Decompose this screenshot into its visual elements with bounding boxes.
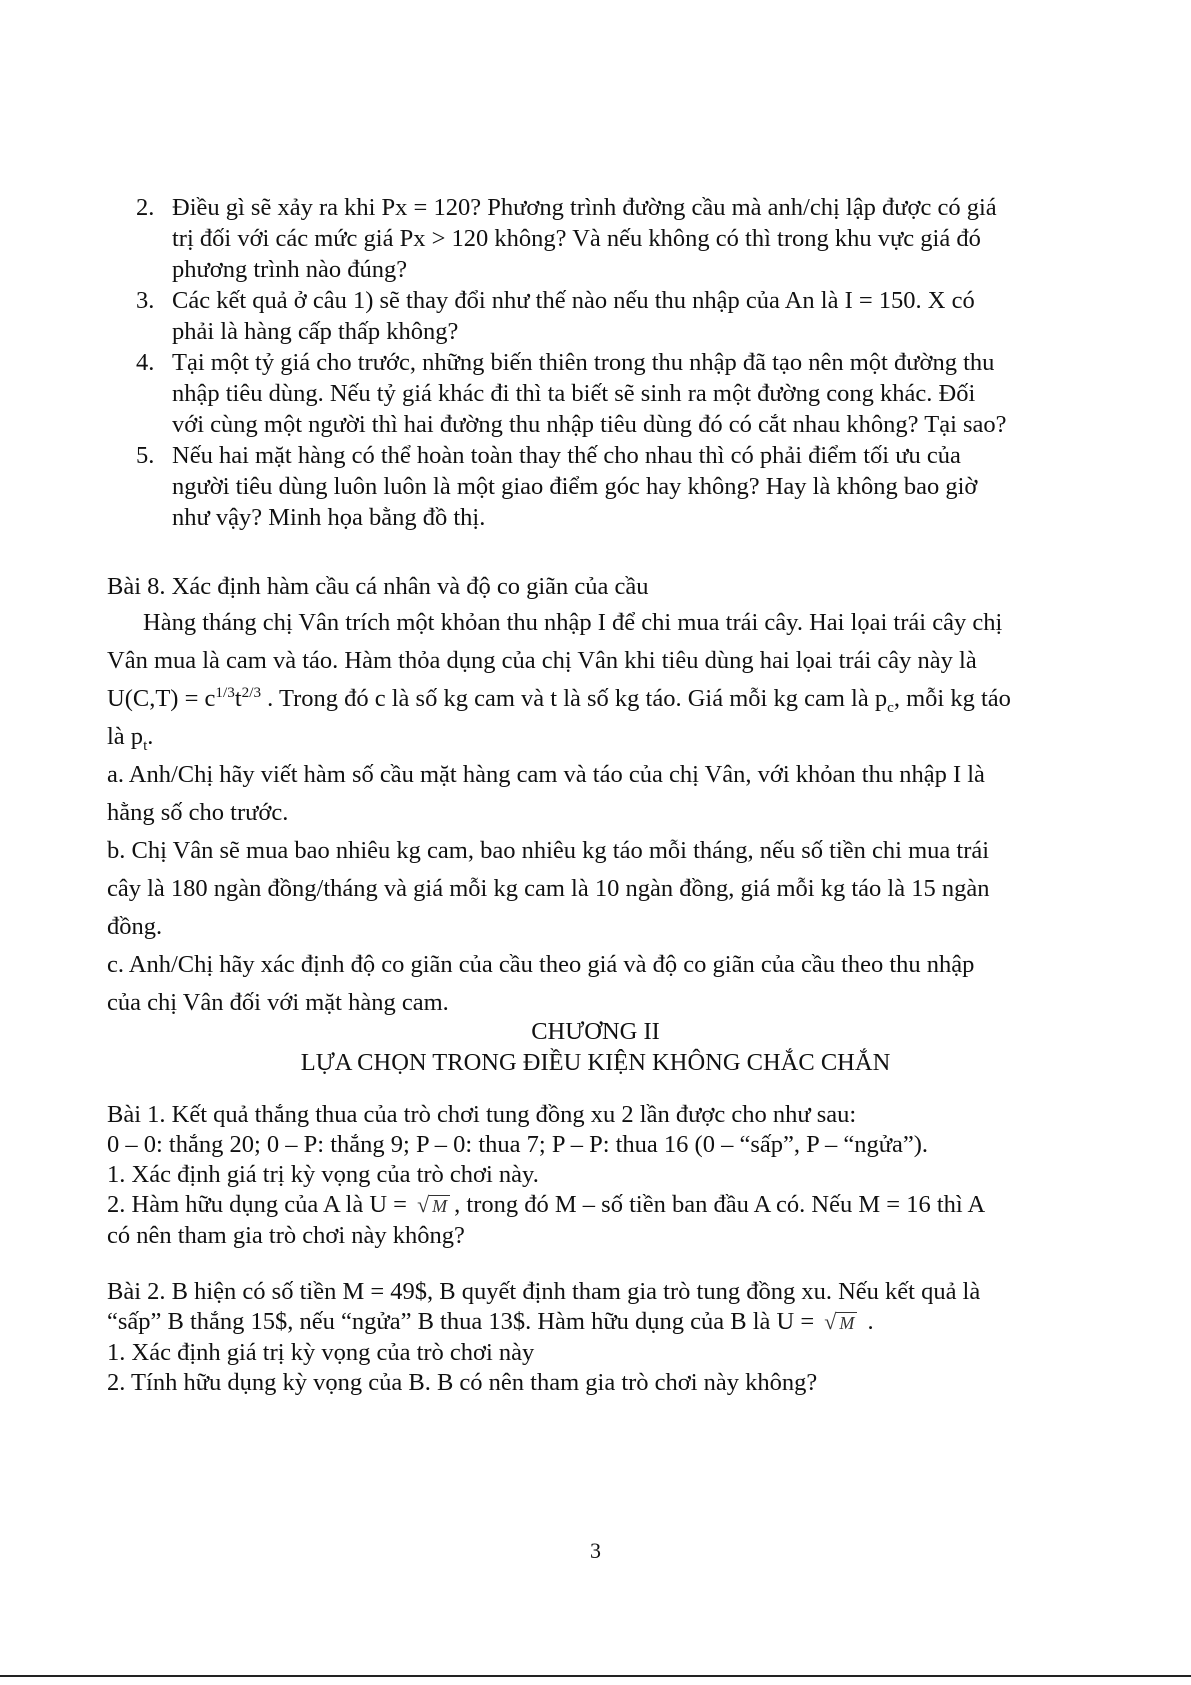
- bai1-line-4-text-2: , trong đó M – số tiền ban đầu A có. Nếu M = 16 thì A có nên tham gia trò chơi này không?: [107, 1191, 984, 1249]
- question-item-3: [136, 285, 1012, 347]
- question-item-2: [136, 192, 1012, 285]
- bai1-section: [107, 1100, 1012, 1251]
- bai8-part-c: c. Anh/Chị hãy xác định độ co giãn của cầu theo giá và độ co giãn của cầu theo thu nhập của chị Vân đối với mặt hàng cam.: [107, 951, 975, 1016]
- question-item-4: [136, 347, 1012, 440]
- bai2-line-2: 1. Xác định giá trị kỳ vọng của trò chơi này: [107, 1339, 535, 1366]
- bai8-part-b: b. Chị Vân sẽ mua bao nhiêu kg cam, bao nhiêu kg táo mỗi tháng, nếu số tiền chi mua trái cây là 180 ngàn đồng/tháng và giá mỗi kg cam là 10 ngàn đồng, giá mỗi kg táo là 15 ngàn đồng.: [107, 837, 990, 940]
- question-number: 3.: [136, 287, 155, 314]
- bai8-intro: [107, 604, 1012, 756]
- question-number: 5.: [136, 442, 155, 469]
- bai1-line-4-text: 2. Hàm hữu dụng của A là U =: [107, 1191, 414, 1218]
- bai1-line-2: 0 – 0: thắng 20; 0 – P: thắng 9; P – 0: thua 7; P – P: thua 16 (0 – “sấp”, P – “ngửa”).: [107, 1131, 929, 1158]
- question-text: Nếu hai mặt hàng có thể hoàn toàn thay thế cho nhau thì có phải điểm tối ưu của người tiêu dùng luôn luôn là một giao điểm góc hay không? Hay là không bao giờ như vậy? Minh họa bằng đồ thị.: [172, 442, 978, 531]
- bai2-line-3: 2. Tính hữu dụng kỳ vọng của B. B có nên tham gia trò chơi này không?: [107, 1369, 818, 1396]
- sqrt-argument: M: [429, 1195, 450, 1216]
- bai2-line-1-text: Bài 2. B hiện có số tiền M = 49$, B quyết định tham gia trò tung đồng xu. Nếu kết quả là “sấp” B thắng 15$, nếu “ngửa” B thua 13$. Hàm hữu dụng của B là U =: [107, 1278, 981, 1335]
- question-list: [136, 192, 1012, 533]
- question-text: Tại một tỷ giá cho trước, những biến thiên trong thu nhập đã tạo nên một đường thu nhập tiêu dùng. Nếu tỷ giá khác đi thì ta biết sẽ sinh ra một đường cong khác. Đối với cùng một người thì hai đường thu nhập tiêu dùng đó có cắt nhau không? Tại sao?: [172, 349, 1007, 438]
- variable-t: t: [234, 685, 242, 712]
- question-text: Các kết quả ở câu 1) sẽ thay đổi như thế nào nếu thu nhập của An là I = 150. X có phải là hàng cấp thấp không?: [172, 287, 975, 345]
- bai2-line-1-text-2: .: [861, 1308, 874, 1335]
- bai1-line-3: 1. Xác định giá trị kỳ vọng của trò chơi này.: [107, 1161, 539, 1188]
- question-text: Điều gì sẽ xảy ra khi Px = 120? Phương trình đường cầu mà anh/chị lập được có giá trị đối với các mức giá Px > 120 không? Và nếu không có thì trong khu vực giá đó phương trình nào đúng?: [172, 194, 997, 283]
- chapter-heading: [0, 1016, 1191, 1078]
- bai1-line-4: [107, 1190, 1012, 1251]
- bai2-section: [107, 1277, 1012, 1398]
- bai2-line-1: [107, 1277, 1012, 1338]
- bottom-rule: [0, 1675, 1191, 1677]
- question-item-5: [136, 440, 1012, 533]
- exponent-c: 1/3: [215, 683, 235, 701]
- bai8-intro-text: Hàng tháng chị Vân trích một khỏan thu nhập I để chi mua trái cây. Hai lọai trái cây chị Vân mua là cam và táo. Hàm thỏa dụng của chị Vân khi tiêu dùng hai lọai trái cây này là U(C,T) = c: [107, 609, 1003, 712]
- bai8-title: Bài 8. Xác định hàm cầu cá nhân và độ co giãn của cầu: [107, 573, 649, 600]
- subscript-t: t: [143, 736, 148, 754]
- question-number: 2.: [136, 194, 155, 221]
- page-number: 3: [590, 1538, 601, 1563]
- bai8-part-a: a. Anh/Chị hãy viết hàm số cầu mặt hàng cam và táo của chị Vân, với khỏan thu nhập I là hằng số cho trước.: [107, 761, 985, 826]
- question-number: 4.: [136, 349, 155, 376]
- bai8-section: [107, 570, 1012, 1022]
- bai8-intro-text-2: . Trong đó c là số kg cam và t là số kg táo. Giá mỗi kg cam là p: [261, 685, 888, 712]
- question-items: [136, 192, 1012, 533]
- bai8-intro-text-4: .: [147, 723, 154, 750]
- bai1-line-1: Bài 1. Kết quả thắng thua của trò chơi tung đồng xu 2 lần được cho như sau:: [107, 1101, 857, 1128]
- sqrt-symbol: √ M: [824, 1307, 857, 1338]
- bai8-intro-text-3: , mỗi kg táo là p: [107, 685, 1011, 750]
- exponent-t: 2/3: [241, 683, 262, 701]
- chapter-title: LỰA CHỌN TRONG ĐIỀU KIỆN KHÔNG CHẮC CHẮN: [300, 1049, 891, 1076]
- sqrt-symbol: √ M: [417, 1190, 450, 1221]
- sqrt-argument: M: [836, 1312, 857, 1333]
- chapter-number: CHƯƠNG II: [531, 1018, 660, 1045]
- subscript-c: c: [887, 698, 894, 716]
